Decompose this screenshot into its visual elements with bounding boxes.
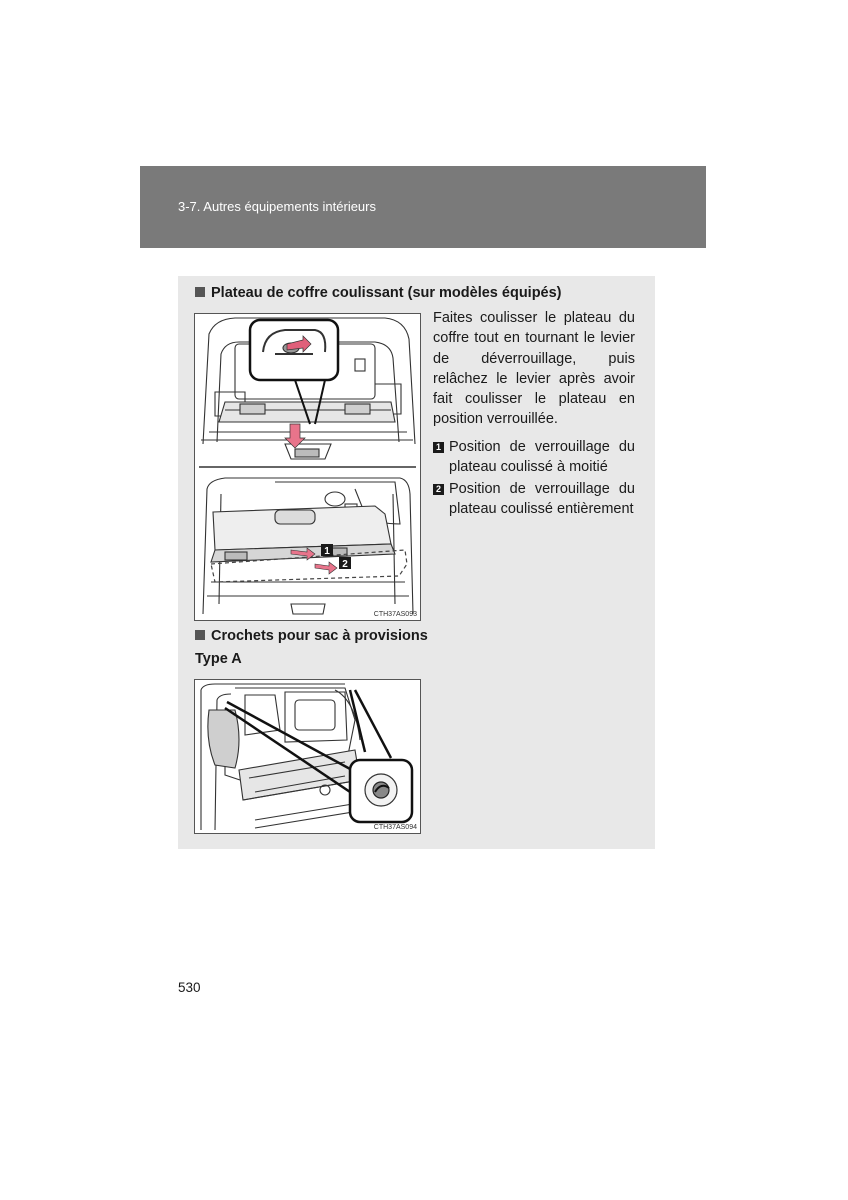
square-bullet-icon xyxy=(195,287,205,297)
item-number-badge: 1 xyxy=(433,442,444,453)
square-bullet-icon xyxy=(195,630,205,640)
svg-text:1: 1 xyxy=(324,546,330,557)
sliding-tray-illustration xyxy=(195,314,420,620)
section2-heading xyxy=(195,628,428,644)
type-subheading: Type A xyxy=(195,651,242,667)
page-number: 530 xyxy=(178,980,201,995)
section1-heading-text: Plateau de coffre coulissant (sur modèles équipés) xyxy=(211,285,562,301)
figure-code: CTH37AS094 xyxy=(373,824,417,831)
section1-heading xyxy=(195,285,562,301)
item-text: Position de verrouillage du plateau coulissé entièrement xyxy=(449,481,635,518)
section-title: 3-7. Autres équipements intérieurs xyxy=(178,199,376,214)
list-item xyxy=(433,479,635,520)
list-item xyxy=(433,437,635,478)
figure-bag-hooks xyxy=(194,679,421,834)
figure-code: CTH37AS093 xyxy=(373,611,417,618)
figure-sliding-tray xyxy=(194,313,421,621)
bag-hooks-illustration xyxy=(195,680,420,833)
header-band xyxy=(140,166,706,248)
item-number-badge: 2 xyxy=(433,484,444,495)
instruction-paragraph: Faites coulisser le plateau du coffre tout en tournant le levier de déverrouillage, puis relâchez le levier après avoir fait coulisser le plateau en position verrouillée. xyxy=(433,310,635,428)
svg-text:2: 2 xyxy=(342,559,348,570)
section2-heading-text: Crochets pour sac à provisions xyxy=(211,628,428,644)
item-text: Position de verrouillage du plateau coulissé à moitié xyxy=(449,439,635,476)
